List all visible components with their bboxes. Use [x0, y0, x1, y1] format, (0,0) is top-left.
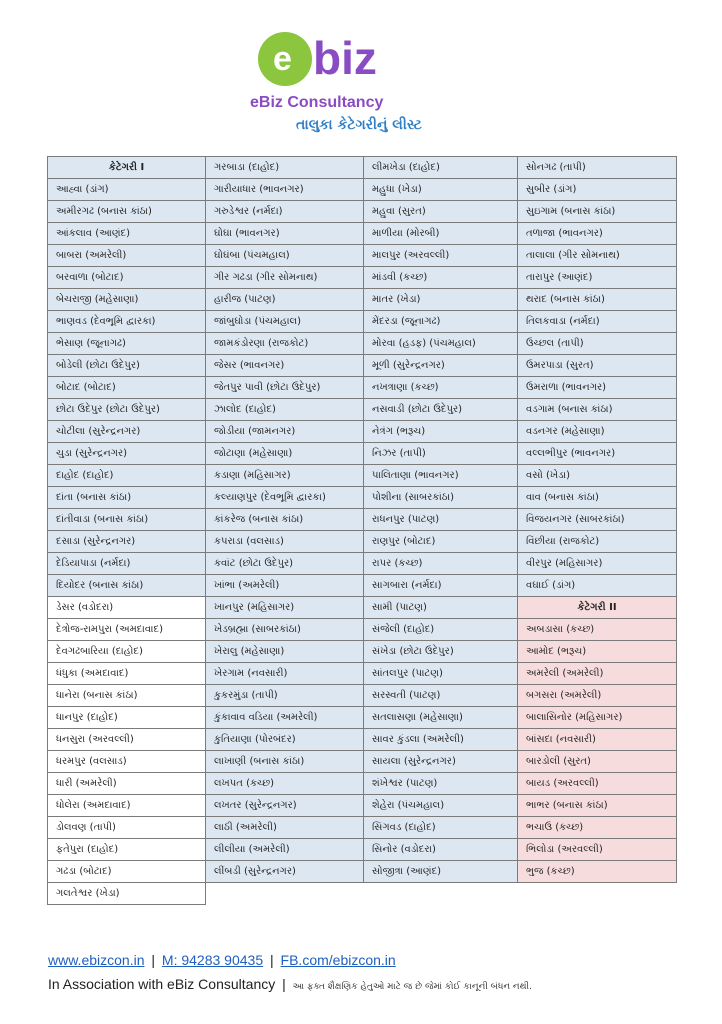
taluka-cell: ભચાઉ (કચ્છ)	[517, 816, 677, 839]
taluka-cell: દસાડા (સુરેન્દ્રનગર)	[47, 530, 206, 553]
taluka-cell: દાહોદ (દાહોદ)	[47, 464, 206, 487]
taluka-cell: બરવાળા (બોટાદ)	[47, 266, 206, 289]
taluka-cell: લખપત (કચ્છ)	[205, 772, 364, 795]
taluka-cell: સાગબારા (નર્મદા)	[363, 574, 518, 597]
footer-links	[48, 952, 396, 968]
taluka-cell: બોડેલી (છોટા ઉદેપુર)	[47, 354, 206, 377]
taluka-cell: જોટાણા (મહેસાણા)	[205, 442, 364, 465]
taluka-cell: અમરેલી (અમરેલી)	[517, 662, 677, 685]
company-name: eBiz Consultancy	[250, 94, 384, 111]
taluka-cell: પોશીના (સાબરકાંઠા)	[363, 486, 518, 509]
taluka-cell: ખાનપુર (મહિસાગર)	[205, 596, 364, 619]
taluka-cell: દેવગઢબારિયા (દાહોદ)	[47, 640, 206, 663]
taluka-cell: કુંકાવાવ વડિયા (અમરેલી)	[205, 706, 364, 729]
taluka-cell: ગારીયાધાર (ભાવનગર)	[205, 178, 364, 201]
taluka-cell: વીરપુર (મહિસાગર)	[517, 552, 677, 575]
taluka-cell: ભાણવડ (દેવભૂમિ દ્વારકા)	[47, 310, 206, 333]
taluka-cell: નેત્રંગ (ભરૂચ)	[363, 420, 518, 443]
taluka-cell: અબડાસા (કચ્છ)	[517, 618, 677, 641]
taluka-cell: બાબરા (અમરેલી)	[47, 244, 206, 267]
taluka-cell: ડોલવણ (તાપી)	[47, 816, 206, 839]
taluka-cell: માંડવી (કચ્છ)	[363, 266, 518, 289]
taluka-cell: સરસ્વતી (પાટણ)	[363, 684, 518, 707]
footer-association	[48, 976, 532, 992]
mobile-link[interactable]: M: 94283 90435	[161, 952, 264, 968]
taluka-cell: જેસર (ભાવનગર)	[205, 354, 364, 377]
taluka-cell: સાંતલપુર (પાટણ)	[363, 662, 518, 685]
taluka-cell: ઉમરપાડા (સુરત)	[517, 354, 677, 377]
page-title: તાલુકા કેટેગરીનું લીસ્ટ	[296, 117, 422, 133]
taluka-cell: તાલાલા (ગીર સોમનાથ)	[517, 244, 677, 267]
taluka-cell: તળાજા (ભાવનગર)	[517, 222, 677, 245]
taluka-cell: કપરાડા (વલસાડ)	[205, 530, 364, 553]
taluka-cell: તિલકવાડા (નર્મદા)	[517, 310, 677, 333]
taluka-cell: તારાપુર (આણંદ)	[517, 266, 677, 289]
taluka-cell: ગલતેશ્વર (ખેડા)	[47, 882, 206, 905]
taluka-cell: ફતેપુરા (દાહોદ)	[47, 838, 206, 861]
taluka-cell: લીલીયા (અમરેલી)	[205, 838, 364, 861]
taluka-cell: માતર (ખેડા)	[363, 288, 518, 311]
column-4	[517, 157, 677, 883]
taluka-cell: ભેસાણ (જૂનાગઢ)	[47, 332, 206, 355]
taluka-cell: ધરમપુર (વલસાડ)	[47, 750, 206, 773]
taluka-cell: મહુવા (સુરત)	[363, 200, 518, 223]
taluka-cell: જેતપુર પાવી (છોટા ઉદેપુર)	[205, 376, 364, 399]
taluka-cell: કુતિયાણા (પોરબંદર)	[205, 728, 364, 751]
taluka-cell: સિનોર (વડોદરા)	[363, 838, 518, 861]
column-2	[205, 157, 364, 883]
taluka-cell: દાંતા (બનાસ કાંઠા)	[47, 486, 206, 509]
taluka-cell: નિઝર (તાપી)	[363, 442, 518, 465]
taluka-cell: થરાદ (બનાસ કાંઠા)	[517, 288, 677, 311]
taluka-cell: આહ્વા (ડાંગ)	[47, 178, 206, 201]
taluka-cell: લીમખેડા (દાહોદ)	[363, 156, 518, 179]
taluka-cell: ખેડબ્રહ્મા (સાબરકાંઠા)	[205, 618, 364, 641]
taluka-cell: દેત્રોજ-રામપુરા (અમદાવાદ)	[47, 618, 206, 641]
taluka-cell: ચુડા (સુરેન્દ્રનગર)	[47, 442, 206, 465]
taluka-cell: વડગામ (બનાસ કાંઠા)	[517, 398, 677, 421]
taluka-cell: ગરબાડા (દાહોદ)	[205, 156, 364, 179]
taluka-cell: સંખેડા (છોટા ઉદેપુર)	[363, 640, 518, 663]
taluka-cell: ભિલોડા (અરવલ્લી)	[517, 838, 677, 861]
taluka-cell: આંકલાવ (આણંદ)	[47, 222, 206, 245]
taluka-cell: સુઇગામ (બનાસ કાંઠા)	[517, 200, 677, 223]
taluka-cell: જાંબુઘોડા (પંચમહાલ)	[205, 310, 364, 333]
taluka-cell: ધાનપુર (દાહોદ)	[47, 706, 206, 729]
taluka-cell: પાલિતાણા (ભાવનગર)	[363, 464, 518, 487]
taluka-cell: નખત્રાણા (કચ્છ)	[363, 376, 518, 399]
taluka-cell: અમીરગઢ (બનાસ કાંઠા)	[47, 200, 206, 223]
taluka-cell: ધાનેરા (બનાસ કાંઠા)	[47, 684, 206, 707]
column-1	[47, 157, 206, 905]
taluka-cell: વિજયનગર (સાબરકાંઠા)	[517, 508, 677, 531]
taluka-cell: સિંગવડ (દાહોદ)	[363, 816, 518, 839]
taluka-cell: દેડિયાપાડા (નર્મદા)	[47, 552, 206, 575]
taluka-cell: રાપર (કચ્છ)	[363, 552, 518, 575]
taluka-cell: ધારી (અમરેલી)	[47, 772, 206, 795]
taluka-cell: લાખાણી (બનાસ કાંઠા)	[205, 750, 364, 773]
column-3	[363, 157, 518, 883]
taluka-cell: મૂળી (સુરેન્દ્રનગર)	[363, 354, 518, 377]
svg-text:biz: biz	[313, 32, 377, 84]
ebiz-logo	[255, 22, 395, 92]
taluka-cell: ભાભર (બનાસ કાંઠા)	[517, 794, 677, 817]
taluka-cell: સાયલા (સુરેન્દ્રનગર)	[363, 750, 518, 773]
taluka-cell: દિયોદર (બનાસ કાંઠા)	[47, 574, 206, 597]
taluka-cell: છોટા ઉદેપુર (છોટા ઉદેપુર)	[47, 398, 206, 421]
taluka-cell: બાંસદા (નવસારી)	[517, 728, 677, 751]
taluka-cell: ખેરગામ (નવસારી)	[205, 662, 364, 685]
taluka-cell: ઉમરાળા (ભાવનગર)	[517, 376, 677, 399]
taluka-cell: બાલાસિનોર (મહિસાગર)	[517, 706, 677, 729]
taluka-cell: જામકંડોરણા (રાજકોટ)	[205, 332, 364, 355]
separator: |	[151, 952, 156, 968]
ebiz-logo-graphic	[255, 22, 395, 92]
taluka-cell: ધનસુરા (અરવલ્લી)	[47, 728, 206, 751]
separator: |	[282, 976, 286, 992]
taluka-cell: ખાંભા (અમરેલી)	[205, 574, 364, 597]
taluka-cell: વાવ (બનાસ કાંઠા)	[517, 486, 677, 509]
taluka-cell: સોજીત્રા (આણંદ)	[363, 860, 518, 883]
taluka-cell: બોટાદ (બોટાદ)	[47, 376, 206, 399]
svg-text:e: e	[273, 40, 292, 78]
taluka-cell: ડેસર (વડોદરા)	[47, 596, 206, 619]
taluka-cell: શેહેરા (પંચમહાલ)	[363, 794, 518, 817]
taluka-cell: મોરવા (હડફ) (પંચમહાલ)	[363, 332, 518, 355]
taluka-cell: ખેરાલુ (મહેસાણા)	[205, 640, 364, 663]
taluka-cell: કડાણા (મહિસાગર)	[205, 464, 364, 487]
taluka-cell: લીંબડી (સુરેન્દ્રનગર)	[205, 860, 364, 883]
taluka-cell: બેચરાજી (મહેસાણા)	[47, 288, 206, 311]
category-header: કેટેગરી I	[47, 156, 206, 179]
taluka-cell: મહુધા (ખેડા)	[363, 178, 518, 201]
taluka-cell: વડનગર (મહેસાણા)	[517, 420, 677, 443]
taluka-cell: નસવાડી (છોટા ઉદેપુર)	[363, 398, 518, 421]
taluka-cell: ઘોઘંબા (પંચમહાલ)	[205, 244, 364, 267]
taluka-cell: રાણપુર (બોટાદ)	[363, 530, 518, 553]
taluka-cell: આમોદ (ભરૂચ)	[517, 640, 677, 663]
taluka-cell: ઉચ્છલ (તાપી)	[517, 332, 677, 355]
taluka-cell: ઘોઘા (ભાવનગર)	[205, 222, 364, 245]
taluka-cell: ગઢડા (બોટાદ)	[47, 860, 206, 883]
taluka-cell: સાવર કુંડલા (અમરેલી)	[363, 728, 518, 751]
facebook-link[interactable]: FB.com/ebizcon.in	[280, 952, 396, 968]
taluka-cell: બગસરા (અમરેલી)	[517, 684, 677, 707]
taluka-cell: બારડોલી (સુરત)	[517, 750, 677, 773]
taluka-cell: સામી (પાટણ)	[363, 596, 518, 619]
taluka-cell: ઝાલોદ (દાહોદ)	[205, 398, 364, 421]
taluka-cell: દાંતીવાડા (બનાસ કાંઠા)	[47, 508, 206, 531]
category-header: કેટેગરી II	[517, 596, 677, 619]
separator: |	[270, 952, 274, 968]
taluka-cell: ગીર ગઢડા (ગીર સોમનાથ)	[205, 266, 364, 289]
taluka-cell: સુબીર (ડાંગ)	[517, 178, 677, 201]
taluka-cell: રાધનપુર (પાટણ)	[363, 508, 518, 531]
taluka-cell: મેંદરડા (જૂનાગઢ)	[363, 310, 518, 333]
taluka-cell: વસો (ખેડા)	[517, 464, 677, 487]
taluka-cell: શંખેશ્વર (પાટણ)	[363, 772, 518, 795]
taluka-cell: ધંધુકા (અમદાવાદ)	[47, 662, 206, 685]
taluka-cell: સંજેલી (દાહોદ)	[363, 618, 518, 641]
taluka-cell: વિંછીયા (રાજકોટ)	[517, 530, 677, 553]
association-text: In Association with eBiz Consultancy	[48, 976, 276, 992]
taluka-cell: કવાંટ (છોટા ઉદેપુર)	[205, 552, 364, 575]
taluka-cell: જોડીયા (જામનગર)	[205, 420, 364, 443]
taluka-cell: ગરુડેશ્વર (નર્મદા)	[205, 200, 364, 223]
taluka-cell: ધોલેરા (અમદાવાદ)	[47, 794, 206, 817]
taluka-cell: હારીજ (પાટણ)	[205, 288, 364, 311]
taluka-cell: વલ્લભીપુર (ભાવનગર)	[517, 442, 677, 465]
taluka-cell: વઘાઈ (ડાંગ)	[517, 574, 677, 597]
taluka-cell: સતલાસણા (મહેસાણા)	[363, 706, 518, 729]
taluka-cell: સોનગઢ (તાપી)	[517, 156, 677, 179]
taluka-cell: કલ્યાણપુર (દેવભૂમિ દ્વારકા)	[205, 486, 364, 509]
taluka-cell: માલપુર (અરવલ્લી)	[363, 244, 518, 267]
taluka-cell: માળીયા (મોરબી)	[363, 222, 518, 245]
taluka-cell: ચોટીલા (સુરેન્દ્રનગર)	[47, 420, 206, 443]
taluka-cell: લખતર (સુરેન્દ્રનગર)	[205, 794, 364, 817]
taluka-cell: બાયડ (અરવલ્લી)	[517, 772, 677, 795]
taluka-cell: કુકરમુંડા (તાપી)	[205, 684, 364, 707]
taluka-cell: લાઠી (અમરેલી)	[205, 816, 364, 839]
disclaimer-text: આ ફક્ત શૈક્ષણિક હેતુઓ માટે જ છે જેમાં કોઈ કાનૂની બંધન નથી.	[292, 982, 532, 992]
taluka-cell: ભુજ (કચ્છ)	[517, 860, 677, 883]
website-link[interactable]: www.ebizcon.in	[48, 952, 145, 968]
taluka-cell: કાંકરેજ (બનાસ કાંઠા)	[205, 508, 364, 531]
